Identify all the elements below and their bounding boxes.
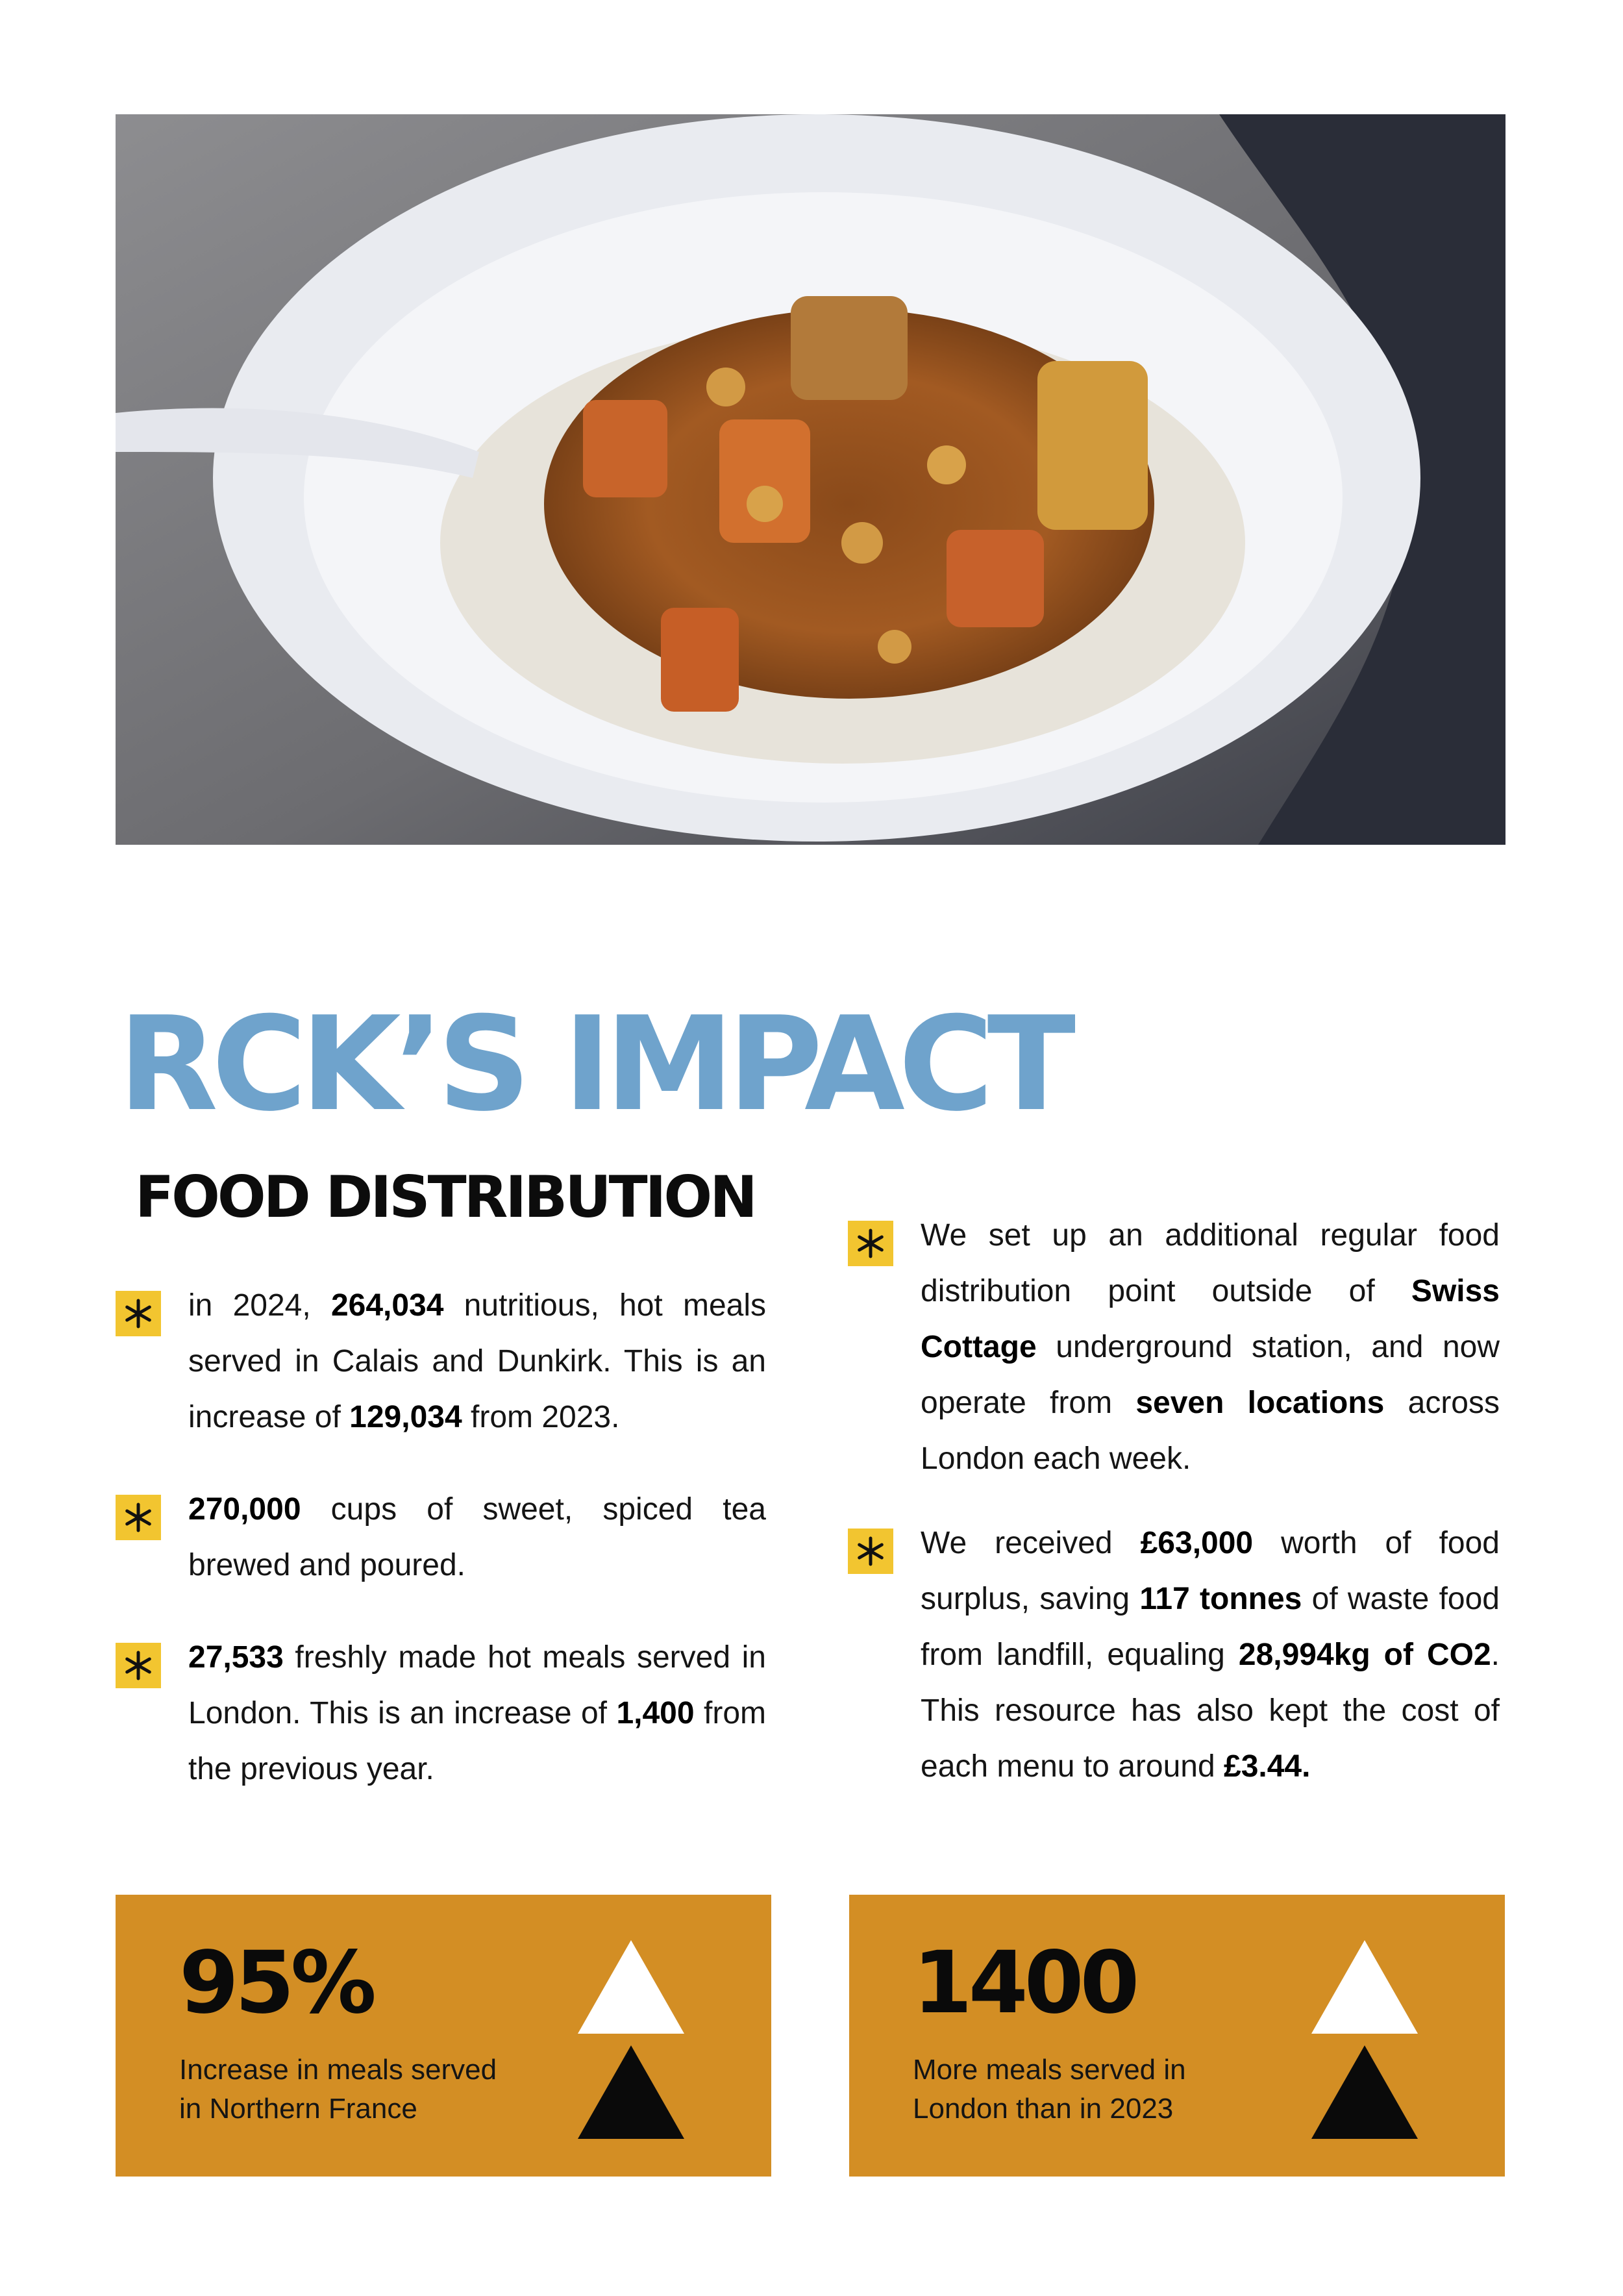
list-item xyxy=(116,1482,766,1593)
stat-caption: Increase in meals served in Northern France xyxy=(179,2054,497,2125)
curry-bowl-image xyxy=(116,114,1505,845)
list-item xyxy=(848,1208,1500,1487)
bullet-text: in 2024, 264,034 nutritious, hot meals served in Calais and Dunkirk. This is an increase of 129,034 from 2023. xyxy=(188,1288,766,1434)
highlighted-figure: 117 tonnes xyxy=(1139,1582,1302,1616)
highlighted-figure: 1,400 xyxy=(616,1696,695,1730)
bullet-text: We received £63,000 worth of food surplus, saving 117 tonnes of waste food from landfill, equaling 28,994kg of CO2. This resource has also kept the cost of each menu to around £3.44. xyxy=(921,1526,1500,1784)
asterisk-icon xyxy=(848,1529,893,1574)
highlighted-figure: 28,994kg of CO2 xyxy=(1238,1638,1491,1672)
bullet-text: 27,533 freshly made hot meals served in London. This is an increase of 1,400 from the previous year. xyxy=(188,1640,766,1786)
highlighted-figure: Swiss Cottage xyxy=(921,1274,1500,1364)
asterisk-icon xyxy=(116,1495,161,1540)
up-arrow-triangle-icon xyxy=(1311,2045,1418,2139)
bullet-text: 270,000 cups of sweet, spiced tea brewed and poured. xyxy=(188,1492,766,1582)
up-arrow-triangle-icon xyxy=(578,1940,684,2034)
stat-card-northern-france xyxy=(116,1895,771,2177)
asterisk-icon xyxy=(848,1221,893,1266)
stat-card-london xyxy=(849,1895,1505,2177)
bullet-text: We set up an additional regular food distribution point outside of Swiss Cottage underground station, and now operate from seven locations across London each week. xyxy=(921,1218,1500,1476)
highlighted-figure: 27,533 xyxy=(188,1640,284,1675)
hero-photo xyxy=(116,114,1505,845)
stat-caption: More meals served in London than in 2023 xyxy=(913,2054,1186,2125)
highlighted-figure: £63,000 xyxy=(1140,1526,1254,1560)
list-item xyxy=(848,1516,1500,1795)
page-title: RCK’S IMPACT xyxy=(118,989,1070,1140)
up-arrow-triangle-icon xyxy=(1311,1940,1418,2034)
list-item xyxy=(116,1278,766,1445)
highlighted-figure: 270,000 xyxy=(188,1492,301,1527)
highlighted-figure: £3.44. xyxy=(1224,1749,1311,1784)
up-arrow-triangle-icon xyxy=(578,2045,684,2139)
asterisk-icon xyxy=(116,1643,161,1688)
highlighted-figure: seven locations xyxy=(1135,1386,1385,1420)
stat-value: 95% xyxy=(179,1933,373,2033)
highlighted-figure: 129,034 xyxy=(349,1400,462,1434)
list-item xyxy=(116,1630,766,1797)
stat-value: 1400 xyxy=(913,1933,1136,2033)
asterisk-icon xyxy=(116,1291,161,1336)
highlighted-figure: 264,034 xyxy=(330,1288,444,1323)
section-title: FOOD DISTRIBUTION xyxy=(135,1164,755,1230)
